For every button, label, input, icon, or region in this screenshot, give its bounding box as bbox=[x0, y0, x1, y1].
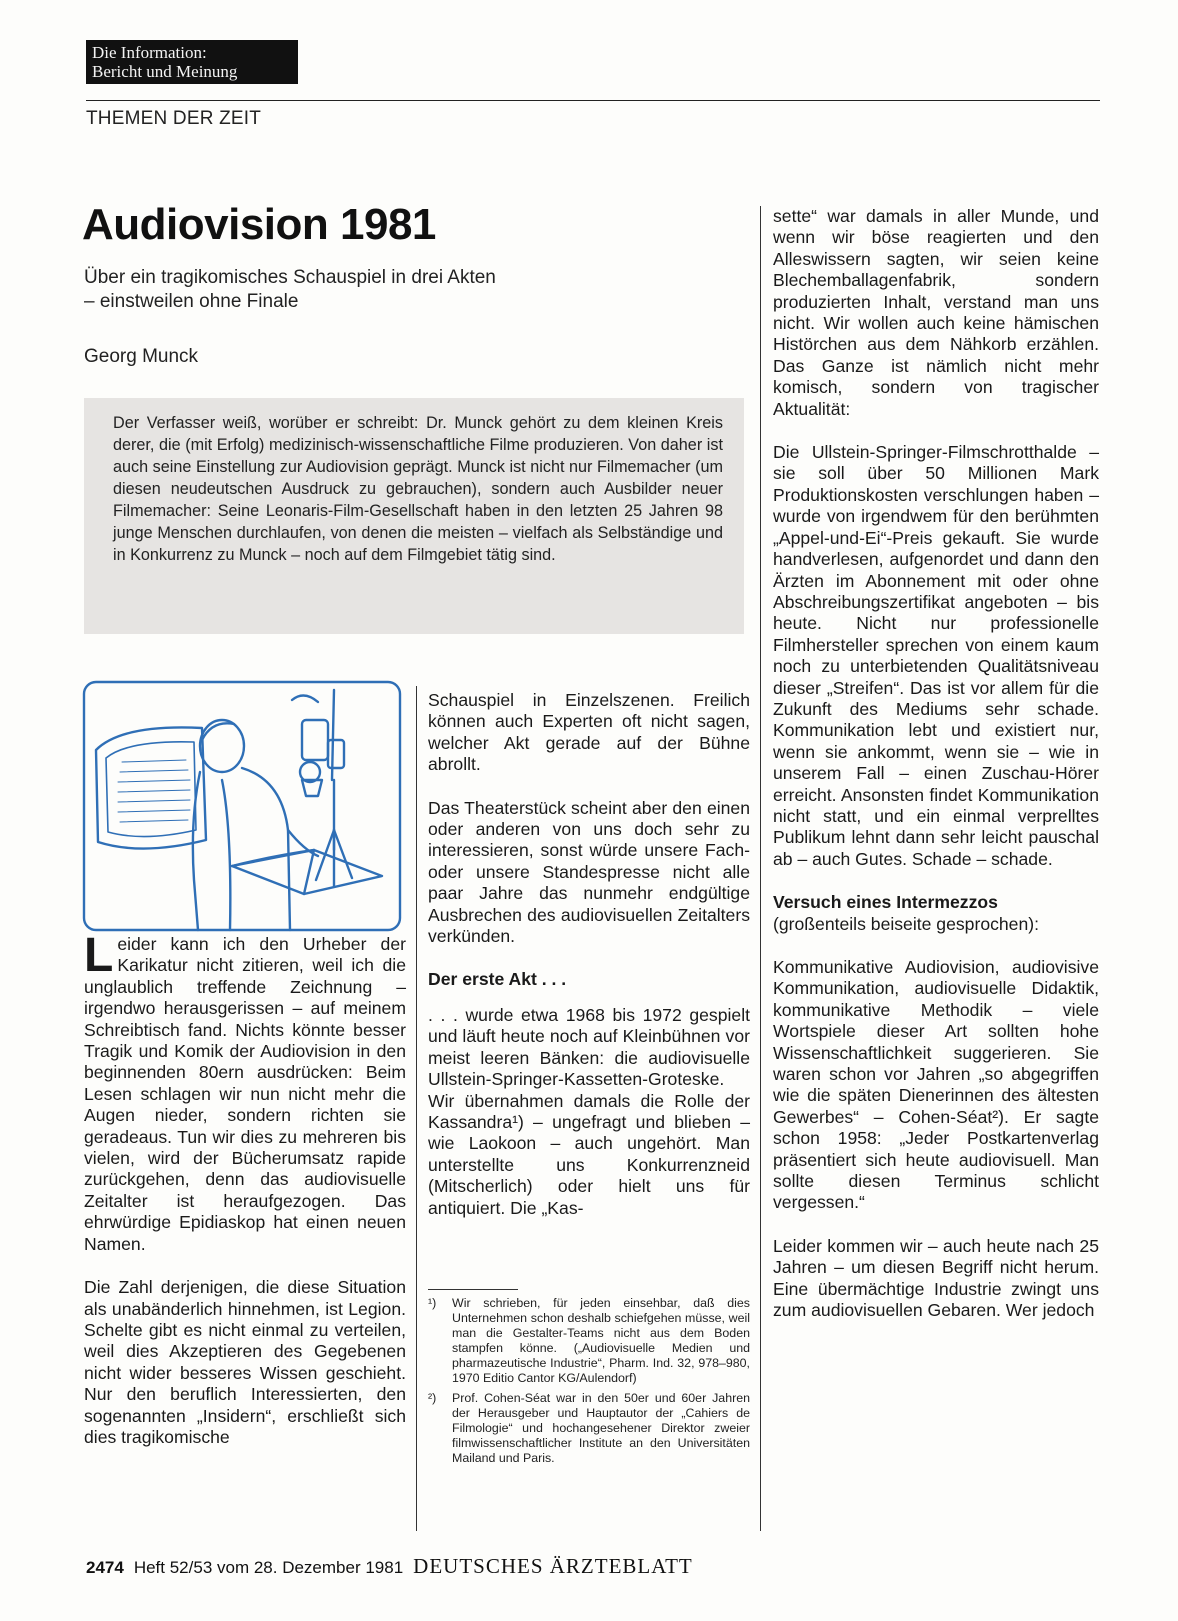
paragraph: Das Theaterstück scheint aber den einen oder anderen von uns doch sehr zu interessieren, sonst würde unsere Fach- oder unsere Standespresse nicht alle paar Jahre das nunmehr endgültige Ausbrechen des audiovisuellen Zeitalters verkünden. bbox=[428, 797, 750, 947]
rubric-line-2: Bericht und Meinung bbox=[92, 62, 238, 81]
paragraph bbox=[84, 929, 406, 1255]
footnote-text: Prof. Cohen-Séat war in den 50er und 60er Jahren der Herausgeber und Hauptautor der „Cahiers de Filmologie“ und hochangesehener Direktor zweier filmwissenschaftlicher Institute an den Universitäten Mailand und Paris. bbox=[452, 1391, 750, 1465]
journal-name: DEUTSCHES ÄRZTEBLATT bbox=[413, 1554, 693, 1578]
body-column-1 bbox=[84, 929, 406, 1470]
issue-info: Heft 52/53 vom 28. Dezember 1981 bbox=[133, 1558, 404, 1577]
footnote bbox=[428, 1391, 750, 1466]
rubric-badge bbox=[86, 40, 298, 84]
paragraph: Schauspiel in Einzelszenen. Freilich können auch Experten oft nicht sagen, welcher Akt gerade auf der Bühne abrollt. bbox=[428, 690, 750, 775]
paragraph: Die Ullstein-Springer-Filmschrotthalde – sie soll über 50 Millionen Mark Produktionskosten verschlungen haben – wurde von irgendwem für den berühmten „Appel-und-Ei“-Preis gekauft. Sie wurde handverlesen, aufgenordet und dann den Ärzten im Abonnement mit oder ohne Abschreibungszertifikat angeboten – bis heute. Nicht nur professionelle Filmhersteller sprechen von einem kaum noch zu unterbietenden Qualitätsniveau dieser „Streifen“. Das ist vor allem für die Zukunft des Mediums sehr schade. Kommunikation lebt und existiert nur, wenn sie ankommt, wenn sie – wie in unserem Fall – einen Zuschau-Hörer erreicht. Ansonsten findet Kommunikation nicht statt, und ein einmal verprelltes Publikum lehnt dann sehr leicht pauschal ab – auch Gutes. Schade – schade. bbox=[773, 442, 1099, 869]
footnote-mark: ²) bbox=[428, 1391, 437, 1405]
article-subtitle bbox=[84, 266, 496, 314]
column-divider-1 bbox=[416, 686, 417, 1531]
header-rule bbox=[86, 100, 1100, 101]
paragraph: Kommunikative Audiovision, audiovisive Kommunikation, audiovisuelle Didaktik, kommunikative Methodik – viele Wortspiele dieser Art sollten hohe Wissenschaftlichkeit suggerieren. Sie waren schon vor Jahren „so abgegriffen wie die späten Dienerinnen des ältesten Gewerbes“ – Cohen-Séat²). Er sagte schon 1958: „Jeder Postkartenverlag präsentiert sich heute audiovisuell. Man sollte diesen Terminus schlicht vergessen.“ bbox=[773, 957, 1099, 1213]
subtitle-line-2: – einstweilen ohne Finale bbox=[84, 291, 299, 312]
page-footer bbox=[86, 1554, 693, 1579]
article-title: Audiovision 1981 bbox=[82, 200, 436, 249]
footnote bbox=[428, 1296, 750, 1386]
drop-cap: L bbox=[84, 929, 114, 982]
footnote-mark: ¹) bbox=[428, 1296, 437, 1310]
rubric-line-1: Die Information: bbox=[92, 43, 207, 62]
footnote-text: Wir schrieben, für jeden einsehbar, daß dies Unternehmen schon deshalb schiefgehen müsse, weil man die Gestalter-Teams nicht aus dem Boden stampfen könne. („Audiovisuelle Medien und pharmazeutische Industrie“, Pharm. Ind. 32, 978–980, 1970 Editio Cantor KG/Aulendorf) bbox=[452, 1296, 750, 1385]
column-divider-2 bbox=[760, 206, 761, 1531]
author-name: Georg Munck bbox=[84, 346, 199, 367]
paragraph: Leider kommen wir – auch heute nach 25 Jahren – um diesen Begriff nicht herum. Eine übermächtige Industrie zwingt uns zum audiovisuellen Gebaren. Wer jedoch bbox=[773, 1235, 1099, 1321]
body-column-3 bbox=[773, 206, 1099, 1344]
section-heading-note: (großenteils beiseite gesprochen): bbox=[773, 913, 1040, 934]
paragraph-text: eider kann ich den Urheber der Karikatur nicht zitieren, weil ich die unglaublich treffende Zeichnung – irgendwo herausgerissen – auf meinem Schreibtisch fand. Nichts könnte besser Tragik und Komik der Audiovision in den beginnenden 80ern ausdrücken: Beim Lesen schlagen wir nun nicht mehr die Augen nieder, sondern richten sie geradeaus. Tun wir dies zu mehreren bis vielen, wird der Bücherumsatz rapide zurückgehen, denn das audiovisuelle Zeitalter ist heraufgezogen. Das ehrwürdige Epidiaskop hat einen neuen Namen. bbox=[84, 934, 406, 1254]
body-column-2 bbox=[428, 690, 750, 1241]
subtitle-line-1: Über ein tragikomisches Schauspiel in drei Akten bbox=[84, 267, 496, 288]
paragraph: Die Zahl derjenigen, die diese Situation als unabänderlich hinnehmen, ist Legion. Schelte gibt es nicht einmal zu verteilen, weil dies Akzeptieren des Gegebenen nicht wider besseres Wissen geschieht. Nur den beruflich Interessierten, den sogenannten „Insidern“, erschließt sich dies tragikomische bbox=[84, 1277, 406, 1447]
paragraph: . . . wurde etwa 1968 bis 1972 gespielt und läuft heute noch auf Kleinbühnen vor meist leeren Bänken: die audiovisuelle Ullstein-Springer-Kassetten-Groteske. Wir übernahmen damals die Rolle der Kassandra¹) – ungefragt und blieben – wie Laokoon – auch ungehört. Man unterstellte uns Konkurrenzneid (Mitscherlich) oder hielt uns für antiquiert. Die „Kas- bbox=[428, 1004, 750, 1218]
paragraph: sette“ war damals in aller Munde, und wenn wir böse reagierten und den Alleswissern sagten, wir seien keine Blechemballagenfabrik, sondern produzierten Inhalt, verstand man uns nicht. Wir wollen auch keine hämischen Histörchen aus dem Nähkorb erzählen. Das Ganze ist nämlich nicht mehr komisch, sondern von tragischer Aktualität: bbox=[773, 206, 1099, 419]
footnote-rule bbox=[428, 1289, 518, 1290]
cartoon-illustration bbox=[82, 680, 402, 932]
abstract-text: Der Verfasser weiß, worüber er schreibt: Dr. Munck gehört zu dem kleinen Kreis derer, die (mit Erfolg) medizinisch-wissenschaftliche Filme produzieren. Von daher ist auch seine Einstellung zur Audiovision geprägt. Munck ist nicht nur Filmemacher (um diesen neudeutschen Ausdruck zu gebrauchen), sondern auch Ausbilder neuer Filmemacher: Seine Leonaris-Film-Gesellschaft haben in den letzten 25 Jahren 98 junge Menschen durchlaufen, von denen die meisten – vielfach als Selbständige und in Konkurrenz zu Munck – noch auf dem Filmgebiet tätig sind. bbox=[113, 414, 723, 564]
section-heading: Versuch eines Intermezzos bbox=[773, 892, 998, 913]
section-label: THEMEN DER ZEIT bbox=[86, 108, 262, 129]
footnotes bbox=[428, 1296, 750, 1471]
page-number: 2474 bbox=[86, 1558, 124, 1577]
section-heading: Der erste Akt . . . bbox=[428, 969, 567, 990]
